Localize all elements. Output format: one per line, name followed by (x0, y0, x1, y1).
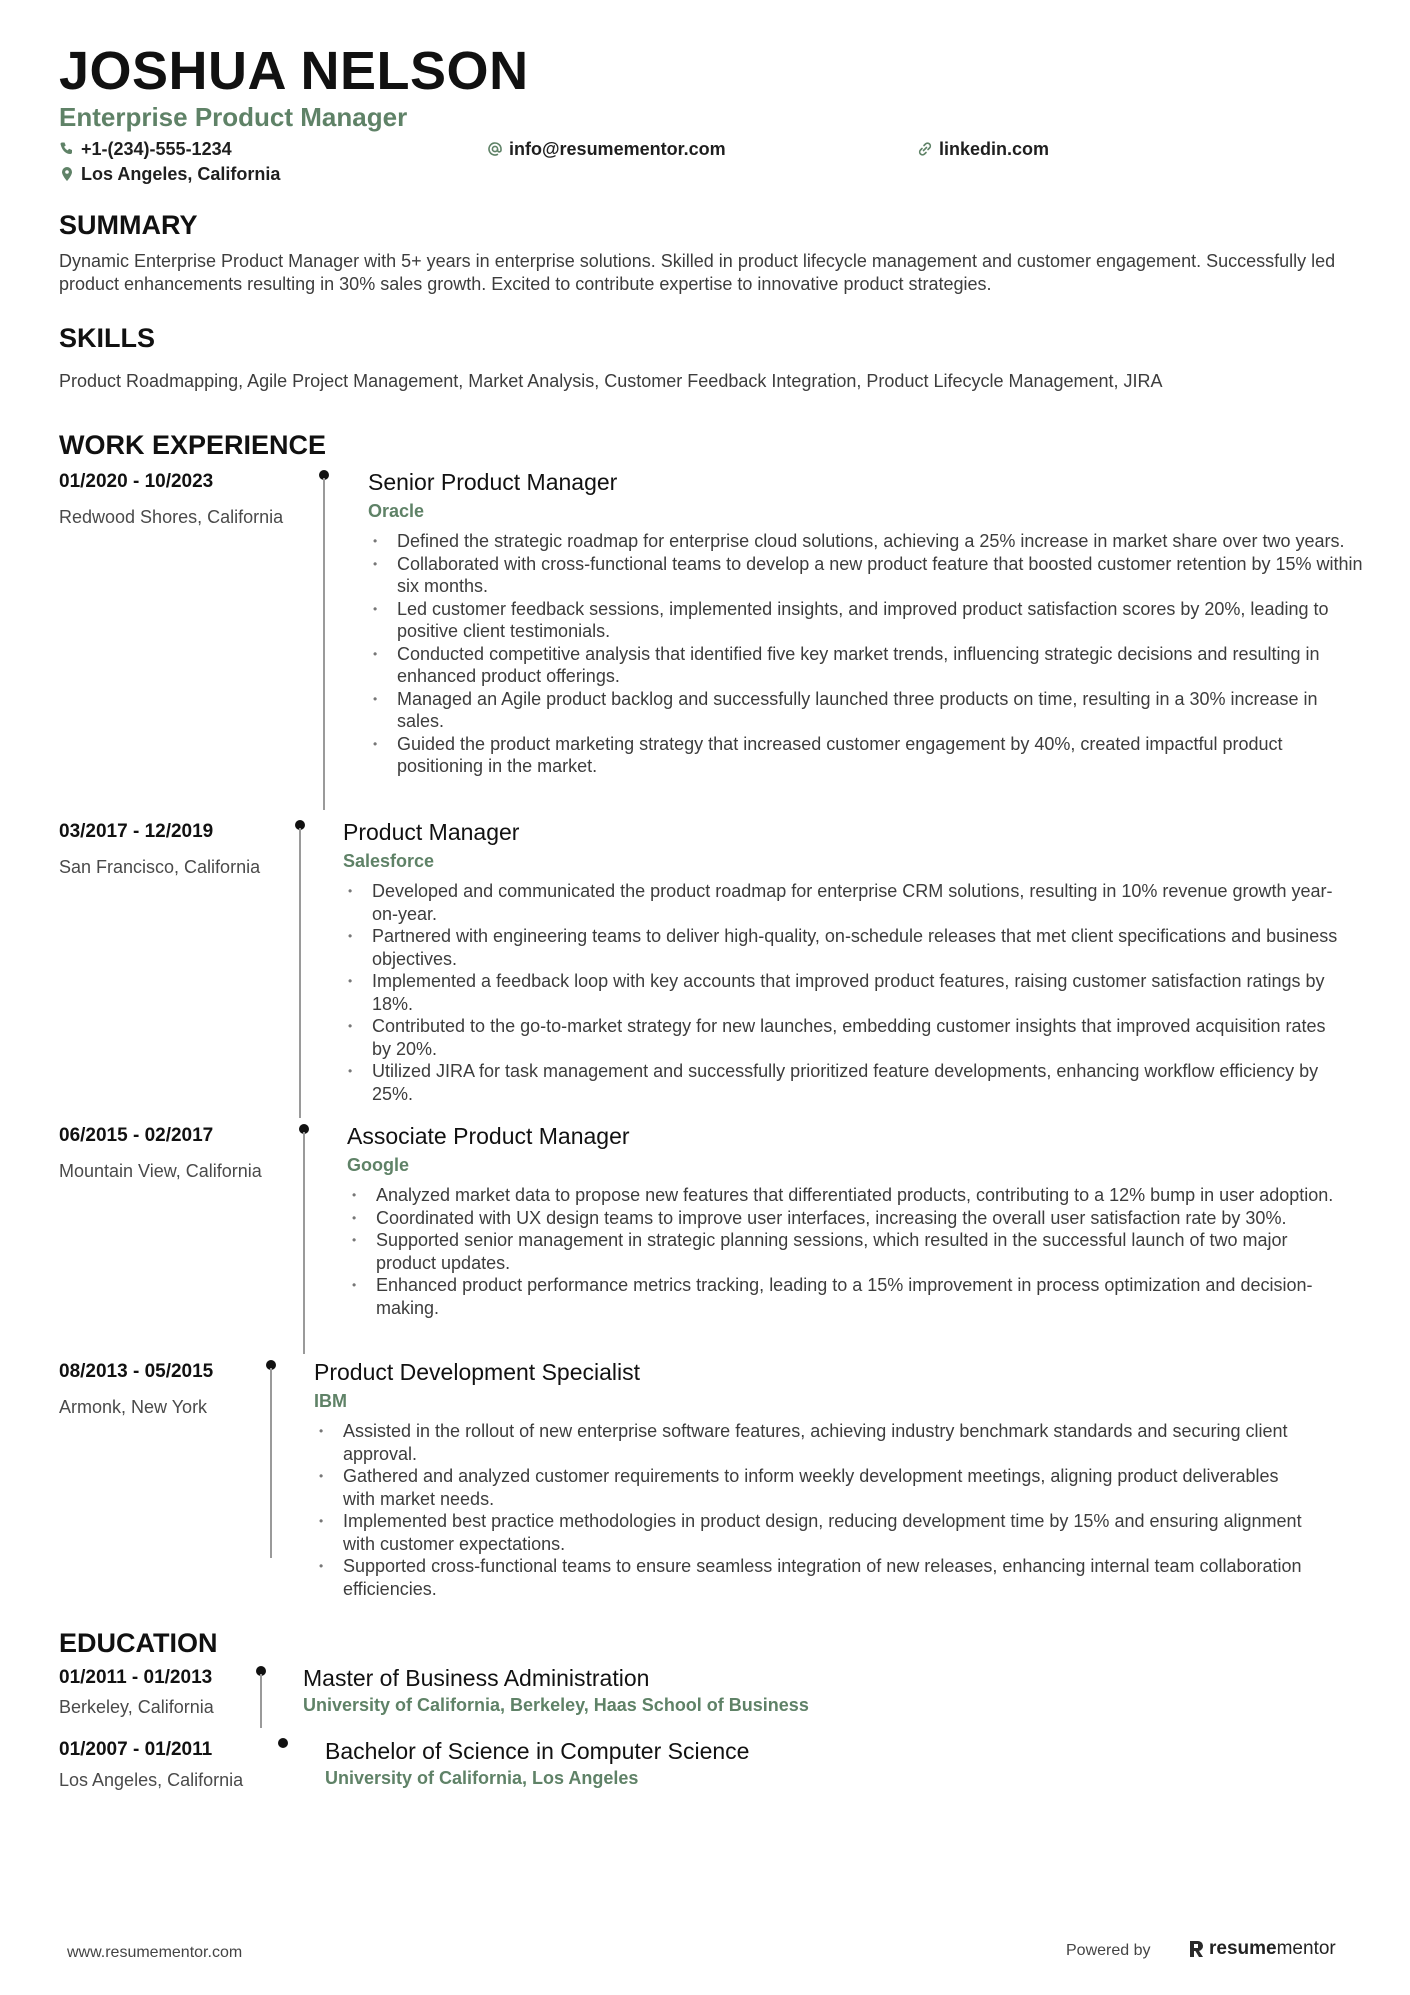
phone-text: +1-(234)-555-1234 (81, 139, 232, 159)
job-entry (314, 1361, 1314, 1600)
job-bullet: • Developed and communicated the product roadmap for enterprise CRM solutions, resulting in 10% revenue growth year-on-year. (343, 880, 1343, 925)
contact-phone (59, 140, 232, 158)
job-dates: 01/2020 - 10/2023 (59, 471, 214, 492)
timeline-line (303, 1132, 305, 1354)
job-title: Senior Product Manager (368, 469, 618, 495)
job-location: Armonk, New York (59, 1397, 208, 1417)
summary-text: Dynamic Enterprise Product Manager with 5+ years in enterprise solutions. Skilled in product lifecycle management and customer engagement. Successfully led product enhancements resulting in 30% sales growth. Excited to contribute expertise to innovative product strategies. (59, 251, 1336, 294)
job-bullet: • Conducted competitive analysis that identified five key market trends, influencing strategic decisions and resulting in enhanced product offerings. (368, 643, 1368, 688)
job-bullet: • Collaborated with cross-functional teams to develop a new product feature that boosted customer retention by 15% within six months. (368, 553, 1368, 598)
candidate-title: Enterprise Product Manager (59, 102, 408, 132)
timeline-dot (278, 1738, 288, 1748)
brand-bold: resume (1209, 1938, 1277, 1959)
skills-heading: SKILLS (59, 323, 156, 353)
job-bullet: • Guided the product marketing strategy that increased customer engagement by 40%, created impactful product positioning in the market. (368, 733, 1368, 778)
footer-url[interactable]: www.resumementor.com (67, 1944, 243, 1961)
job-bullet: • Partnered with engineering teams to deliver high-quality, on-schedule releases that met client specifications and business objectives. (343, 925, 1343, 970)
job-company: Oracle (368, 501, 425, 521)
location-pin-icon (59, 166, 75, 182)
edu-dates: 01/2011 - 01/2013 (59, 1667, 213, 1688)
job-entry (347, 1125, 1347, 1319)
edu-location: Berkeley, California (59, 1697, 214, 1717)
job-bullet: • Enhanced product performance metrics tracking, leading to a 15% improvement in process optimization and decision-making. (347, 1274, 1347, 1319)
linkedin-link[interactable]: linkedin.com (939, 139, 1050, 159)
job-bullet: • Supported senior management in strategic planning sessions, which resulted in the successful launch of two major product updates. (347, 1229, 1347, 1274)
edu-dates: 01/2007 - 01/2011 (59, 1739, 213, 1760)
job-company: Google (347, 1155, 409, 1175)
brand-logo[interactable] (1187, 1938, 1336, 1960)
job-bullet: • Contributed to the go-to-market strategy for new launches, embedding customer insights that improved acquisition rates by 20%. (343, 1015, 1343, 1060)
job-bullet: • Supported cross-functional teams to ensure seamless integration of new releases, enhancing internal team collaboration efficiencies. (314, 1555, 1314, 1600)
contact-email[interactable] (487, 140, 726, 158)
job-entry (343, 821, 1343, 1105)
job-bullet: • Led customer feedback sessions, implemented insights, and improved product satisfaction scores by 20%, leading to positive client testimonials. (368, 598, 1368, 643)
brand-light: mentor (1276, 1938, 1336, 1959)
job-dates: 08/2013 - 05/2015 (59, 1361, 214, 1382)
email-link[interactable]: info@resumementor.com (509, 139, 726, 159)
degree-title: Master of Business Administration (303, 1665, 650, 1691)
job-bullet: • Analyzed market data to propose new features that differentiated products, contributing to a 12% bump in user adoption. (347, 1184, 1347, 1207)
powered-by-text: Powered by (1066, 1942, 1151, 1959)
timeline-line (260, 1674, 262, 1728)
job-bullets (368, 530, 1368, 778)
job-location: San Francisco, California (59, 857, 261, 877)
job-bullet: • Defined the strategic roadmap for enterprise cloud solutions, achieving a 25% increase in market share over two years. (368, 530, 1368, 553)
at-icon (487, 141, 503, 157)
job-bullet: • Coordinated with UX design teams to improve user interfaces, increasing the overall user satisfaction rate by 30%. (347, 1207, 1347, 1230)
job-bullet: • Assisted in the rollout of new enterprise software features, achieving industry benchmark standards and securing client approval. (314, 1420, 1314, 1465)
job-location: Mountain View, California (59, 1161, 262, 1181)
job-location: Redwood Shores, California (59, 507, 284, 527)
phone-icon (59, 141, 75, 157)
education-entry (303, 1667, 1303, 1714)
job-title: Product Manager (343, 819, 520, 845)
resumementor-logo-icon (1187, 1939, 1205, 1959)
experience-heading: WORK EXPERIENCE (59, 430, 327, 460)
skills-text: Product Roadmapping, Agile Project Management, Market Analysis, Customer Feedback Integration, Product Lifecycle Management, JIRA (59, 371, 1163, 391)
degree-title: Bachelor of Science in Computer Science (325, 1738, 750, 1764)
school-name: University of California, Berkeley, Haas School of Business (303, 1695, 809, 1715)
job-company: Salesforce (343, 851, 435, 871)
location-text: Los Angeles, California (81, 164, 281, 184)
job-bullet: • Utilized JIRA for task management and successfully prioritized feature developments, enhancing workflow efficiency by 25%. (343, 1060, 1343, 1105)
education-entry (325, 1740, 1325, 1787)
job-bullet: • Implemented best practice methodologies in product design, reducing development time by 15% and ensuring alignment with customer expectations. (314, 1510, 1314, 1555)
job-bullet: • Implemented a feedback loop with key accounts that improved product features, raising customer satisfaction ratings by 18%. (343, 970, 1343, 1015)
contact-linkedin[interactable] (917, 140, 1049, 158)
education-heading: EDUCATION (59, 1628, 218, 1658)
job-company: IBM (314, 1391, 347, 1411)
job-dates: 06/2015 - 02/2017 (59, 1125, 214, 1146)
job-bullet: • Gathered and analyzed customer requirements to inform weekly development meetings, aligning product deliverables with market needs. (314, 1465, 1314, 1510)
contact-location (59, 165, 280, 183)
job-dates: 03/2017 - 12/2019 (59, 821, 214, 842)
job-bullets (314, 1420, 1314, 1600)
job-title: Product Development Specialist (314, 1359, 640, 1385)
job-title: Associate Product Manager (347, 1123, 630, 1149)
job-entry (368, 471, 1368, 778)
edu-location: Los Angeles, California (59, 1770, 244, 1790)
job-bullet: • Managed an Agile product backlog and successfully launched three products on time, resulting in a 30% increase in sales. (368, 688, 1368, 733)
timeline-line (299, 828, 301, 1118)
summary-heading: SUMMARY (59, 210, 198, 240)
school-name: University of California, Los Angeles (325, 1768, 639, 1788)
job-bullets (347, 1184, 1347, 1319)
link-icon (917, 141, 933, 157)
candidate-name: JOSHUA NELSON (59, 41, 529, 101)
timeline-line (270, 1368, 272, 1558)
timeline-line (323, 478, 325, 810)
job-bullets (343, 880, 1343, 1105)
